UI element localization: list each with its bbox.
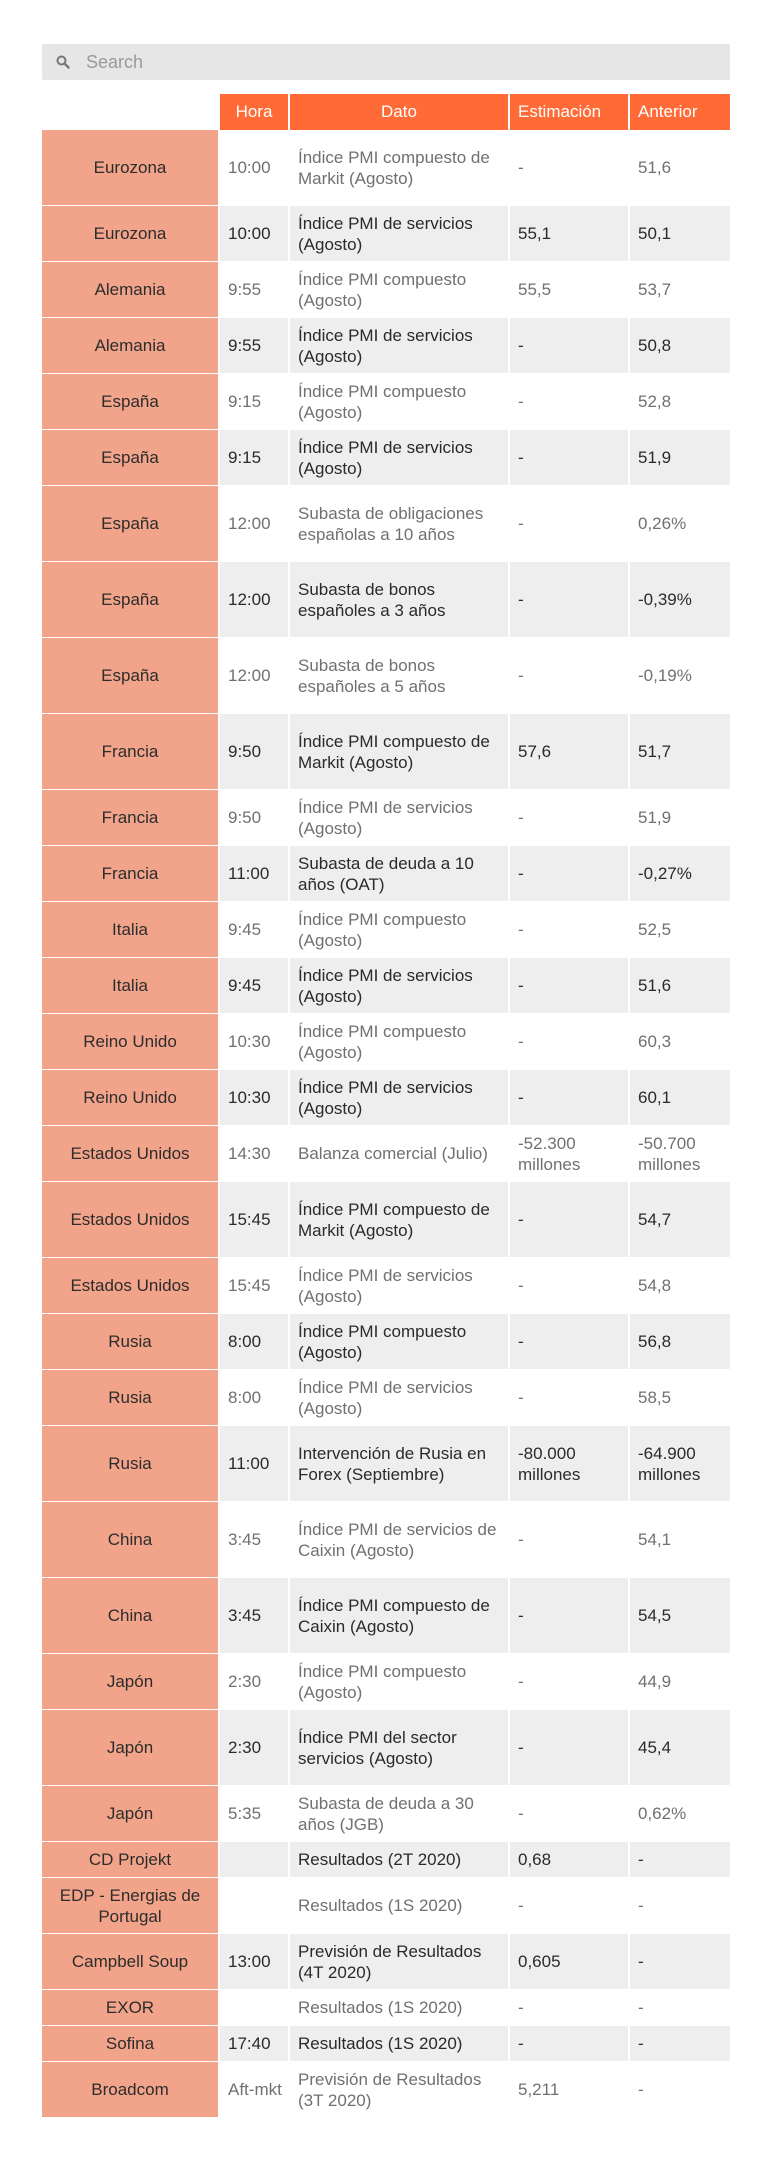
- indicator-cell: Índice PMI compuesto de Markit (Agosto): [288, 130, 508, 206]
- table-row: [42, 1878, 730, 1934]
- economic-calendar-table: [42, 94, 730, 2118]
- indicator-cell: Resultados (1S 2020): [288, 1878, 508, 1934]
- previous-cell: 51,9: [628, 430, 730, 486]
- previous-cell: 52,8: [628, 374, 730, 430]
- indicator-cell: Resultados (2T 2020): [288, 1842, 508, 1878]
- table-row: [42, 1426, 730, 1502]
- estimate-cell: -: [508, 2026, 628, 2062]
- search-bar[interactable]: [42, 44, 730, 80]
- indicator-cell: Índice PMI del sector servicios (Agosto): [288, 1710, 508, 1786]
- country-cell: EXOR: [42, 1990, 218, 2026]
- indicator-cell: Índice PMI de servicios (Agosto): [288, 206, 508, 262]
- indicator-cell: Intervención de Rusia en Forex (Septiembre): [288, 1426, 508, 1502]
- indicator-cell: Índice PMI de servicios (Agosto): [288, 318, 508, 374]
- country-cell: China: [42, 1578, 218, 1654]
- country-cell: Sofina: [42, 2026, 218, 2062]
- estimate-cell: 55,5: [508, 262, 628, 318]
- indicator-cell: Subasta de bonos españoles a 5 años: [288, 638, 508, 714]
- table-row: [42, 430, 730, 486]
- estimate-cell: -: [508, 1990, 628, 2026]
- indicator-cell: Resultados (1S 2020): [288, 1990, 508, 2026]
- indicator-cell: Índice PMI compuesto (Agosto): [288, 1654, 508, 1710]
- indicator-cell: Índice PMI de servicios (Agosto): [288, 1258, 508, 1314]
- time-cell: [218, 1842, 288, 1878]
- estimate-cell: -: [508, 1258, 628, 1314]
- table-row: [42, 486, 730, 562]
- country-cell: España: [42, 486, 218, 562]
- country-cell: Japón: [42, 1710, 218, 1786]
- previous-cell: 44,9: [628, 1654, 730, 1710]
- estimate-cell: -: [508, 1710, 628, 1786]
- previous-cell: 51,7: [628, 714, 730, 790]
- header-country: [42, 94, 218, 130]
- country-cell: España: [42, 374, 218, 430]
- header-dato[interactable]: Dato: [288, 94, 508, 130]
- estimate-cell: -: [508, 130, 628, 206]
- previous-cell: 58,5: [628, 1370, 730, 1426]
- previous-cell: 54,5: [628, 1578, 730, 1654]
- country-cell: Estados Unidos: [42, 1182, 218, 1258]
- indicator-cell: Índice PMI compuesto (Agosto): [288, 262, 508, 318]
- estimate-cell: -: [508, 430, 628, 486]
- table-row: [42, 1710, 730, 1786]
- previous-cell: -: [628, 2026, 730, 2062]
- time-cell: 9:15: [218, 374, 288, 430]
- indicator-cell: Índice PMI compuesto (Agosto): [288, 1014, 508, 1070]
- country-cell: España: [42, 562, 218, 638]
- country-cell: Eurozona: [42, 130, 218, 206]
- estimate-cell: -: [508, 1878, 628, 1934]
- previous-cell: 45,4: [628, 1710, 730, 1786]
- previous-cell: 54,7: [628, 1182, 730, 1258]
- previous-cell: -: [628, 1878, 730, 1934]
- estimate-cell: -: [508, 486, 628, 562]
- table-row: [42, 1842, 730, 1878]
- previous-cell: 51,6: [628, 958, 730, 1014]
- table-row: [42, 1786, 730, 1842]
- country-cell: Estados Unidos: [42, 1258, 218, 1314]
- indicator-cell: Índice PMI compuesto (Agosto): [288, 1314, 508, 1370]
- estimate-cell: 5,211: [508, 2062, 628, 2118]
- indicator-cell: Índice PMI compuesto (Agosto): [288, 902, 508, 958]
- indicator-cell: Subasta de deuda a 10 años (OAT): [288, 846, 508, 902]
- time-cell: 9:55: [218, 262, 288, 318]
- previous-cell: 54,8: [628, 1258, 730, 1314]
- previous-cell: -0,27%: [628, 846, 730, 902]
- indicator-cell: Subasta de bonos españoles a 3 años: [288, 562, 508, 638]
- time-cell: 12:00: [218, 638, 288, 714]
- previous-cell: -0,39%: [628, 562, 730, 638]
- table-row: [42, 790, 730, 846]
- search-icon: [48, 47, 78, 77]
- time-cell: 9:45: [218, 902, 288, 958]
- previous-cell: 53,7: [628, 262, 730, 318]
- estimate-cell: 0,605: [508, 1934, 628, 1990]
- table-row: [42, 902, 730, 958]
- header-hora[interactable]: Hora: [218, 94, 288, 130]
- previous-cell: -: [628, 1842, 730, 1878]
- time-cell: 8:00: [218, 1314, 288, 1370]
- estimate-cell: -: [508, 1786, 628, 1842]
- table-row: [42, 1258, 730, 1314]
- country-cell: Italia: [42, 902, 218, 958]
- estimate-cell: -: [508, 902, 628, 958]
- table-row: [42, 1014, 730, 1070]
- estimate-cell: -: [508, 846, 628, 902]
- time-cell: 3:45: [218, 1502, 288, 1578]
- previous-cell: -: [628, 1934, 730, 1990]
- country-cell: Alemania: [42, 262, 218, 318]
- time-cell: 9:50: [218, 790, 288, 846]
- country-cell: China: [42, 1502, 218, 1578]
- country-cell: Reino Unido: [42, 1070, 218, 1126]
- table-row: [42, 1578, 730, 1654]
- country-cell: Rusia: [42, 1370, 218, 1426]
- time-cell: 8:00: [218, 1370, 288, 1426]
- table-row: [42, 318, 730, 374]
- table-row: [42, 262, 730, 318]
- time-cell: 9:50: [218, 714, 288, 790]
- time-cell: 15:45: [218, 1182, 288, 1258]
- country-cell: Alemania: [42, 318, 218, 374]
- estimate-cell: -: [508, 1014, 628, 1070]
- table-row: [42, 1990, 730, 2026]
- country-cell: Reino Unido: [42, 1014, 218, 1070]
- indicator-cell: Subasta de deuda a 30 años (JGB): [288, 1786, 508, 1842]
- estimate-cell: -: [508, 1070, 628, 1126]
- estimate-cell: -: [508, 638, 628, 714]
- header-anterior[interactable]: Anterior: [628, 94, 730, 130]
- previous-cell: 0,26%: [628, 486, 730, 562]
- indicator-cell: Índice PMI de servicios (Agosto): [288, 1070, 508, 1126]
- country-cell: Rusia: [42, 1314, 218, 1370]
- estimate-cell: -: [508, 1578, 628, 1654]
- table-row: [42, 638, 730, 714]
- country-cell: Japón: [42, 1786, 218, 1842]
- previous-cell: 52,5: [628, 902, 730, 958]
- time-cell: 12:00: [218, 562, 288, 638]
- previous-cell: 0,62%: [628, 1786, 730, 1842]
- previous-cell: 51,6: [628, 130, 730, 206]
- indicator-cell: Índice PMI compuesto de Markit (Agosto): [288, 714, 508, 790]
- time-cell: [218, 1878, 288, 1934]
- table-row: [42, 1370, 730, 1426]
- time-cell: 15:45: [218, 1258, 288, 1314]
- indicator-cell: Índice PMI de servicios (Agosto): [288, 958, 508, 1014]
- previous-cell: -0,19%: [628, 638, 730, 714]
- time-cell: 9:45: [218, 958, 288, 1014]
- country-cell: España: [42, 430, 218, 486]
- time-cell: 2:30: [218, 1710, 288, 1786]
- time-cell: 5:35: [218, 1786, 288, 1842]
- table-row: [42, 714, 730, 790]
- previous-cell: 50,8: [628, 318, 730, 374]
- indicator-cell: Índice PMI compuesto de Caixin (Agosto): [288, 1578, 508, 1654]
- country-cell: Campbell Soup: [42, 1934, 218, 1990]
- time-cell: [218, 1990, 288, 2026]
- estimate-cell: -: [508, 1182, 628, 1258]
- country-cell: Estados Unidos: [42, 1126, 218, 1182]
- estimate-cell: -: [508, 374, 628, 430]
- time-cell: 12:00: [218, 486, 288, 562]
- previous-cell: -: [628, 2062, 730, 2118]
- table-row: [42, 1502, 730, 1578]
- estimate-cell: -: [508, 1314, 628, 1370]
- time-cell: Aft-mkt: [218, 2062, 288, 2118]
- estimate-cell: -52.300 millones: [508, 1126, 628, 1182]
- indicator-cell: Índice PMI de servicios (Agosto): [288, 790, 508, 846]
- indicator-cell: Índice PMI de servicios (Agosto): [288, 1370, 508, 1426]
- table-row: [42, 374, 730, 430]
- estimate-cell: -: [508, 318, 628, 374]
- time-cell: 10:30: [218, 1070, 288, 1126]
- previous-cell: 54,1: [628, 1502, 730, 1578]
- table-row: [42, 562, 730, 638]
- time-cell: 3:45: [218, 1578, 288, 1654]
- time-cell: 2:30: [218, 1654, 288, 1710]
- country-cell: Italia: [42, 958, 218, 1014]
- time-cell: 11:00: [218, 1426, 288, 1502]
- table-row: [42, 1182, 730, 1258]
- time-cell: 10:00: [218, 130, 288, 206]
- previous-cell: 60,3: [628, 1014, 730, 1070]
- time-cell: 9:15: [218, 430, 288, 486]
- country-cell: Francia: [42, 846, 218, 902]
- country-cell: Japón: [42, 1654, 218, 1710]
- time-cell: 11:00: [218, 846, 288, 902]
- country-cell: Francia: [42, 790, 218, 846]
- indicator-cell: Subasta de obligaciones españolas a 10 años: [288, 486, 508, 562]
- indicator-cell: Índice PMI compuesto de Markit (Agosto): [288, 1182, 508, 1258]
- indicator-cell: Índice PMI compuesto (Agosto): [288, 374, 508, 430]
- table-row: [42, 1126, 730, 1182]
- indicator-cell: Previsión de Resultados (4T 2020): [288, 1934, 508, 1990]
- country-cell: Eurozona: [42, 206, 218, 262]
- table-header-row: [42, 94, 730, 130]
- estimate-cell: -: [508, 1370, 628, 1426]
- estimate-cell: -: [508, 958, 628, 1014]
- time-cell: 17:40: [218, 2026, 288, 2062]
- country-cell: EDP - Energias de Portugal: [42, 1878, 218, 1934]
- country-cell: Francia: [42, 714, 218, 790]
- time-cell: 10:00: [218, 206, 288, 262]
- indicator-cell: Índice PMI de servicios de Caixin (Agosto): [288, 1502, 508, 1578]
- estimate-cell: 57,6: [508, 714, 628, 790]
- estimate-cell: -: [508, 790, 628, 846]
- estimate-cell: -: [508, 1654, 628, 1710]
- indicator-cell: Balanza comercial (Julio): [288, 1126, 508, 1182]
- previous-cell: 51,9: [628, 790, 730, 846]
- indicator-cell: Resultados (1S 2020): [288, 2026, 508, 2062]
- table-row: [42, 130, 730, 206]
- country-cell: Rusia: [42, 1426, 218, 1502]
- previous-cell: 50,1: [628, 206, 730, 262]
- previous-cell: -64.900 millones: [628, 1426, 730, 1502]
- indicator-cell: Previsión de Resultados (3T 2020): [288, 2062, 508, 2118]
- table-row: [42, 1934, 730, 1990]
- time-cell: 13:00: [218, 1934, 288, 1990]
- header-estimacion[interactable]: Estimación: [508, 94, 628, 130]
- previous-cell: -50.700 millones: [628, 1126, 730, 1182]
- table-row: [42, 206, 730, 262]
- table-row: [42, 1314, 730, 1370]
- country-cell: CD Projekt: [42, 1842, 218, 1878]
- country-cell: Broadcom: [42, 2062, 218, 2118]
- table-row: [42, 1654, 730, 1710]
- estimate-cell: 0,68: [508, 1842, 628, 1878]
- search-input[interactable]: [78, 52, 730, 73]
- previous-cell: -: [628, 1990, 730, 2026]
- previous-cell: 56,8: [628, 1314, 730, 1370]
- indicator-cell: Índice PMI de servicios (Agosto): [288, 430, 508, 486]
- estimate-cell: -: [508, 562, 628, 638]
- table-row: [42, 2026, 730, 2062]
- table-row: [42, 2062, 730, 2118]
- estimate-cell: -80.000 millones: [508, 1426, 628, 1502]
- estimate-cell: 55,1: [508, 206, 628, 262]
- table-row: [42, 846, 730, 902]
- time-cell: 14:30: [218, 1126, 288, 1182]
- time-cell: 9:55: [218, 318, 288, 374]
- table-row: [42, 958, 730, 1014]
- previous-cell: 60,1: [628, 1070, 730, 1126]
- country-cell: España: [42, 638, 218, 714]
- time-cell: 10:30: [218, 1014, 288, 1070]
- table-row: [42, 1070, 730, 1126]
- estimate-cell: -: [508, 1502, 628, 1578]
